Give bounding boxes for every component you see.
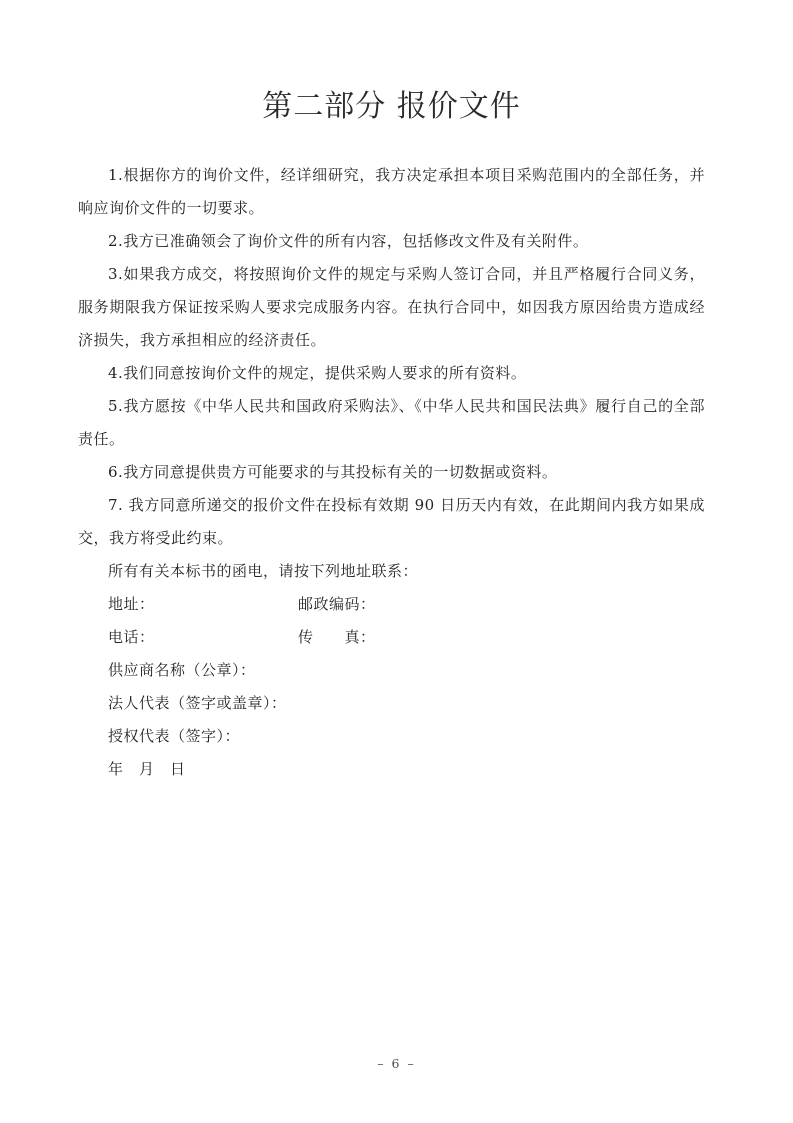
phone-line [78, 621, 705, 654]
supplier-name-label: 供应商名称（公章）： [108, 661, 256, 679]
fax-label: 传 真： [298, 628, 376, 646]
document-body [78, 159, 705, 786]
address-label: 地址： [108, 595, 155, 613]
paragraph-6: 6.我方同意提供贵方可能要求的与其投标有关的一切数据或资料。 [108, 463, 558, 481]
paragraph-2: 2.我方已准确领会了询价文件的所有内容，包括修改文件及有关附件。 [108, 232, 589, 250]
paragraph-7: 7. 我方同意所递交的报价文件在投标有效期 90 日历天内有效，在此期间内我方如果成交，我方将受此约束。 [78, 496, 705, 547]
contact-intro: 所有有关本标书的函电，请按下列地址联系： [108, 562, 419, 580]
date-label: 年 月 日 [108, 760, 186, 778]
paragraph-4: 4.我们同意按询价文件的规定，提供采购人要求的所有资料。 [108, 364, 527, 382]
paragraph-3: 3.如果我方成交，将按照询价文件的规定与采购人签订合同，并且严格履行合同义务，服务期限我方保证按采购人要求完成服务内容。在执行合同中，如因我方原因给贵方造成经济损失，我方承担相应的经济责任。 [78, 265, 705, 349]
paragraph-1: 1.根据你方的询价文件，经详细研究，我方决定承担本项目采购范围内的全部任务，并响应询价文件的一切要求。 [78, 166, 705, 217]
address-line [78, 588, 705, 621]
paragraph-5: 5.我方愿按《中华人民共和国政府采购法》、《中华人民共和国民法典》履行自己的全部责任。 [78, 397, 705, 448]
phone-label: 电话： [108, 628, 155, 646]
postal-code-label: 邮政编码： [298, 595, 376, 613]
legal-rep-label: 法人代表（签字或盖章）： [108, 694, 287, 712]
auth-rep-label: 授权代表（签字）： [108, 727, 241, 745]
page-title: 第二部分 报价文件 [262, 89, 521, 124]
page-number: – 6 – [377, 1056, 416, 1071]
